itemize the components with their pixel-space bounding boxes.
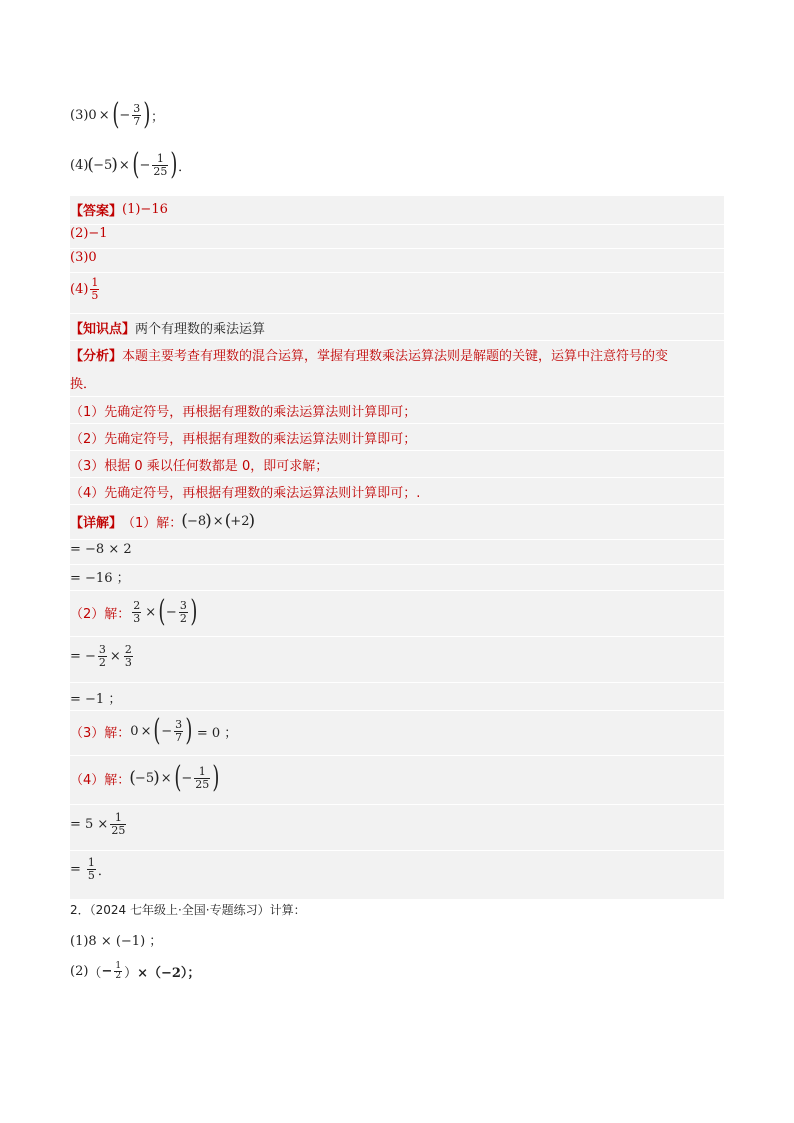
row-divider: [70, 272, 724, 273]
row-divider: [70, 396, 724, 397]
part-label: （2）解：: [70, 606, 131, 622]
step-text: = 0 ；: [196, 725, 238, 741]
numerator: 3: [175, 717, 183, 731]
answer-tag: 【答案】: [70, 204, 123, 219]
answer-line-4: [70, 277, 101, 302]
operand: −5: [134, 770, 155, 786]
item-label: (3): [70, 107, 89, 123]
part-label: （3）解：: [70, 725, 131, 741]
row-divider: [70, 755, 724, 756]
row-divider: [70, 850, 724, 851]
step-text: = −16 ；: [70, 571, 130, 586]
right-paren: ）: [124, 966, 138, 981]
row-divider: [70, 340, 724, 341]
analysis-step: （3）根据 0 乘以任何数都是 0，即可求解；: [70, 459, 329, 474]
times-sign: ×: [109, 649, 121, 664]
analysis-text: 本题主要考查有理数的混合运算，掌握有理数乘法运算法则是解题的关键，运算中注意符号的变: [122, 349, 669, 364]
detail-p1-line-3: [70, 567, 130, 586]
left-paren: (: [132, 147, 140, 182]
numerator: 3: [133, 101, 141, 115]
answer-line-1: [70, 200, 168, 219]
right-paren: ): [143, 97, 151, 132]
numerator: 2: [133, 598, 141, 612]
denominator: 2: [115, 971, 122, 981]
analysis-step: （4）先确定符号，再根据有理数的乘法运算法则计算即可；.: [70, 486, 421, 501]
right-paren: ): [111, 155, 118, 175]
operand: −8: [186, 513, 207, 529]
detail-p2-line-1: [70, 594, 198, 629]
problem-item-tail: ×（−2）；: [137, 966, 201, 981]
fraction: [124, 644, 133, 669]
numerator: 1: [114, 811, 122, 824]
detail-p2-line-3: [70, 688, 121, 707]
answer-4-fraction: [90, 277, 99, 302]
answer-line-2: [70, 226, 108, 241]
row-divider: [70, 539, 724, 540]
minus-sign: −: [181, 770, 193, 786]
fraction: [174, 719, 183, 744]
step-text: = −1 ；: [70, 692, 122, 707]
minus-sign: −: [119, 107, 131, 123]
fraction: [110, 812, 126, 837]
denominator: 3: [133, 611, 141, 625]
row-divider: [70, 477, 724, 478]
times-sign: ×: [140, 723, 152, 739]
fraction: [98, 644, 107, 669]
step-text: =: [70, 862, 81, 877]
detail-tag: 【详解】: [70, 515, 123, 531]
problem-item: (1)8 × (−1) ；: [70, 934, 163, 949]
punct: ．: [178, 159, 192, 175]
part-label: （1）解：: [122, 515, 183, 531]
denominator: 2: [179, 611, 187, 625]
denominator: 25: [111, 824, 126, 837]
left-paren: (: [129, 768, 136, 788]
row-divider: [70, 423, 724, 424]
fraction: [152, 153, 168, 178]
row-divider: [70, 636, 724, 637]
denominator: 3: [124, 656, 132, 669]
fraction: [87, 857, 96, 882]
denominator: 7: [175, 730, 183, 744]
right-paren: ): [170, 147, 178, 182]
right-paren: ): [205, 511, 212, 531]
numerator: 3: [179, 598, 187, 612]
minus-sign: −: [161, 723, 173, 739]
solution-panel: [70, 196, 724, 899]
item-label: (2): [70, 964, 89, 979]
numerator: 1: [198, 764, 206, 778]
math-zero: 0: [130, 723, 139, 739]
detail-p2-line-2: [70, 644, 135, 669]
step-text: = −8 × 2: [70, 542, 132, 557]
analysis-line-1: [70, 345, 668, 364]
times-sign: ×: [145, 604, 157, 620]
detail-p1-line-1: [70, 511, 254, 531]
part-label: （4）解：: [70, 772, 131, 788]
answer-1: (1)−16: [122, 202, 168, 217]
detail-p4-line-1: [70, 760, 220, 795]
knowledge-tag: 【知识点】: [70, 322, 136, 337]
answer-3: (3)0: [70, 250, 97, 265]
detail-p3-line-1: [70, 713, 238, 748]
detail-p4-line-3: [70, 857, 111, 882]
analysis-step-3: [70, 455, 328, 474]
problem-item-4: [70, 147, 192, 182]
fraction: [114, 962, 122, 981]
denominator: 25: [195, 777, 210, 791]
right-paren: ): [190, 594, 198, 629]
problem-item-3: [70, 97, 164, 132]
row-divider: [70, 710, 724, 711]
step-text: = −: [70, 649, 96, 664]
numerator: 1: [115, 961, 122, 971]
analysis-step: （2）先确定符号，再根据有理数的乘法运算法则计算即可；: [70, 432, 417, 447]
operand: +2: [230, 513, 250, 529]
left-paren: (: [158, 594, 166, 629]
knowledge-line: [70, 318, 265, 337]
numerator: 2: [124, 643, 132, 656]
fraction: [179, 600, 188, 625]
numerator: 1: [91, 276, 99, 289]
right-paren: ): [248, 511, 256, 531]
left-paren: (: [224, 511, 232, 531]
numerator: 1: [156, 151, 164, 165]
minus-sign: −: [165, 604, 177, 620]
times-sign: ×: [118, 157, 130, 173]
answer-line-3: [70, 250, 97, 265]
row-divider: [70, 590, 724, 591]
answer-4-label: (4): [70, 282, 89, 297]
answer-2: (2)−1: [70, 226, 108, 241]
problem-header: 2．（2024 七年级上·全国·专题练习）计算：: [70, 903, 306, 917]
detail-p4-line-2: [70, 812, 128, 837]
problem-2-header: [70, 901, 306, 918]
analysis-step: （1）先确定符号，再根据有理数的乘法运算法则计算即可；: [70, 405, 417, 420]
step-text: = 5 ×: [70, 817, 109, 832]
denominator: 5: [91, 289, 99, 302]
minus-sign: −: [139, 157, 151, 173]
fraction: [132, 103, 141, 128]
fraction: [132, 600, 141, 625]
left-paren: （: [88, 966, 102, 981]
analysis-text-cont: 换．: [70, 377, 97, 392]
knowledge-text: 两个有理数的乘法运算: [135, 322, 266, 337]
times-sign: ×: [212, 513, 224, 529]
right-paren: ): [212, 760, 220, 795]
left-paren: (: [111, 97, 119, 132]
problem-2-item-1: [70, 930, 162, 949]
analysis-step-2: [70, 428, 416, 447]
row-divider: [70, 564, 724, 565]
analysis-step-4: [70, 482, 420, 501]
negative-number: −5: [93, 157, 113, 173]
analysis-line-2: [70, 373, 96, 392]
times-sign: ×: [160, 770, 172, 786]
right-paren: ): [185, 713, 193, 748]
row-divider: [70, 224, 724, 225]
left-paren: (: [153, 713, 161, 748]
denominator: 5: [87, 869, 95, 882]
row-divider: [70, 682, 724, 683]
row-divider: [70, 804, 724, 805]
denominator: 2: [98, 656, 106, 669]
row-divider: [70, 504, 724, 505]
numerator: 3: [98, 643, 106, 656]
problem-2-item-2: [70, 962, 200, 981]
row-divider: [70, 248, 724, 249]
fraction: [194, 766, 210, 791]
analysis-tag: 【分析】: [70, 349, 123, 364]
minus-sign: −: [101, 964, 113, 979]
right-paren: ): [153, 768, 160, 788]
left-paren: (: [181, 511, 188, 531]
detail-p1-line-2: [70, 542, 132, 557]
punct: ；: [150, 109, 164, 125]
item-label: (4): [70, 157, 89, 173]
left-paren: (: [173, 760, 182, 795]
row-divider: [70, 313, 724, 314]
times-sign: ×: [98, 107, 110, 123]
punct: ．: [97, 864, 111, 879]
row-divider: [70, 450, 724, 451]
left-paren: (: [87, 155, 95, 175]
math-zero: 0: [88, 107, 97, 123]
numerator: 1: [87, 856, 95, 869]
denominator: 7: [133, 114, 141, 128]
denominator: 25: [153, 164, 168, 178]
analysis-step-1: [70, 401, 416, 420]
